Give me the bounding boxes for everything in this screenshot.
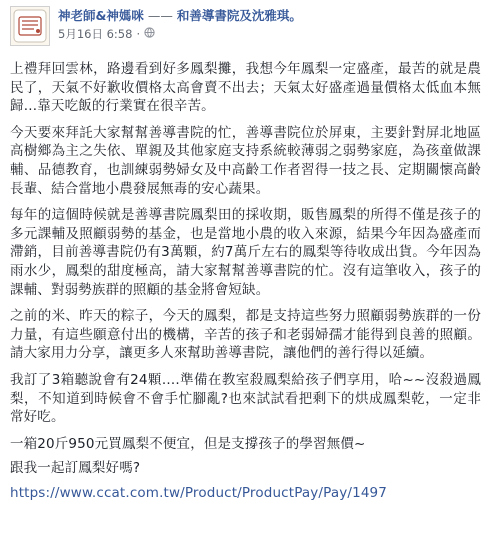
post-body: [10, 60, 481, 502]
tagged-pages-link[interactable]: 和善導書院及沈雅琪。: [176, 8, 302, 23]
post-meta: [58, 6, 302, 42]
post-paragraph: 我訂了3箱聽說會有24顆….準備在教室殺鳳梨給孩子們享用，哈~~沒殺過鳳梨，不知道到時候會不會手忙腳亂?也來試試看把剩下的烘成鳳梨乾，一定非常好吃。: [10, 371, 481, 426]
post-paragraph: 每年的這個時候就是善導書院鳳梨田的採收期，販售鳳梨的所得不僅是孩子的多元課輔及照顧弱勢的基金，也是當地小農的收入來源，結果今年因為盛產而滯銷，目前善導書院仍有3萬顆，約7萬斤左右的鳳梨等待收成出貨。今年因為雨水少，鳳梨的甜度極高，請大家幫幫善導書院的忙。沒有這筆收入，孩子的課輔、對弱勢族群的照顧的基金將會短缺。: [10, 207, 481, 298]
post-paragraph: 之前的米、昨天的粽子，今天的鳳梨，都是支持這些努力照顧弱勢族群的一份力量，有這些願意付出的機構，辛苦的孩子和老弱婦孺才能得到良善的照顧。請大家用力分享，讓更多人來幫助善導書院，讓他們的善行得以延續。: [10, 308, 481, 362]
globe-icon[interactable]: [144, 26, 155, 42]
post-header: [10, 6, 481, 56]
author-name-link[interactable]: 神老師&神媽咪: [58, 8, 144, 23]
post-title-line: [58, 7, 302, 25]
post-timestamp-link[interactable]: 5月16日 6:58: [58, 27, 133, 41]
post-subline: [58, 26, 302, 42]
post-paragraph: 跟我一起訂鳳梨好嗎?: [10, 460, 141, 477]
with-dash: ——: [143, 8, 177, 23]
post-link-line: [10, 484, 481, 503]
product-link[interactable]: https://www.ccat.com.tw/Product/ProductPay/Pay/1497: [10, 484, 388, 501]
post-paragraph: 上禮拜回雲林，路邊看到好多鳳梨攤，我想今年鳳梨一定盛產，最苦的就是農民了，天氣不好歉收價格太高會賣不出去；天氣太好盛產過量價格太低血本無歸…靠天吃飯的行業實在很辛苦。: [10, 61, 481, 115]
separator-dot: ·: [136, 27, 141, 41]
avatar[interactable]: [10, 6, 50, 46]
post-paragraph: 今天要來拜託大家幫幫善導書院的忙，善導書院位於屏東，主要針對屏北地區高樹鄉為主之失依、單親及其他家庭支持系統較薄弱之弱勢家庭，為孩童做課輔、品德教育，也訓練弱勢婦女及中高齡工作者習得一技之長、定期關懷高齡長輩、結合當地小農發展無毒的安心蔬果。: [10, 124, 481, 197]
post-paragraph: 一箱20斤950元買鳳梨不便宜，但是支撐孩子的學習無價~: [10, 435, 366, 452]
logo-stamp-icon: [13, 9, 47, 43]
